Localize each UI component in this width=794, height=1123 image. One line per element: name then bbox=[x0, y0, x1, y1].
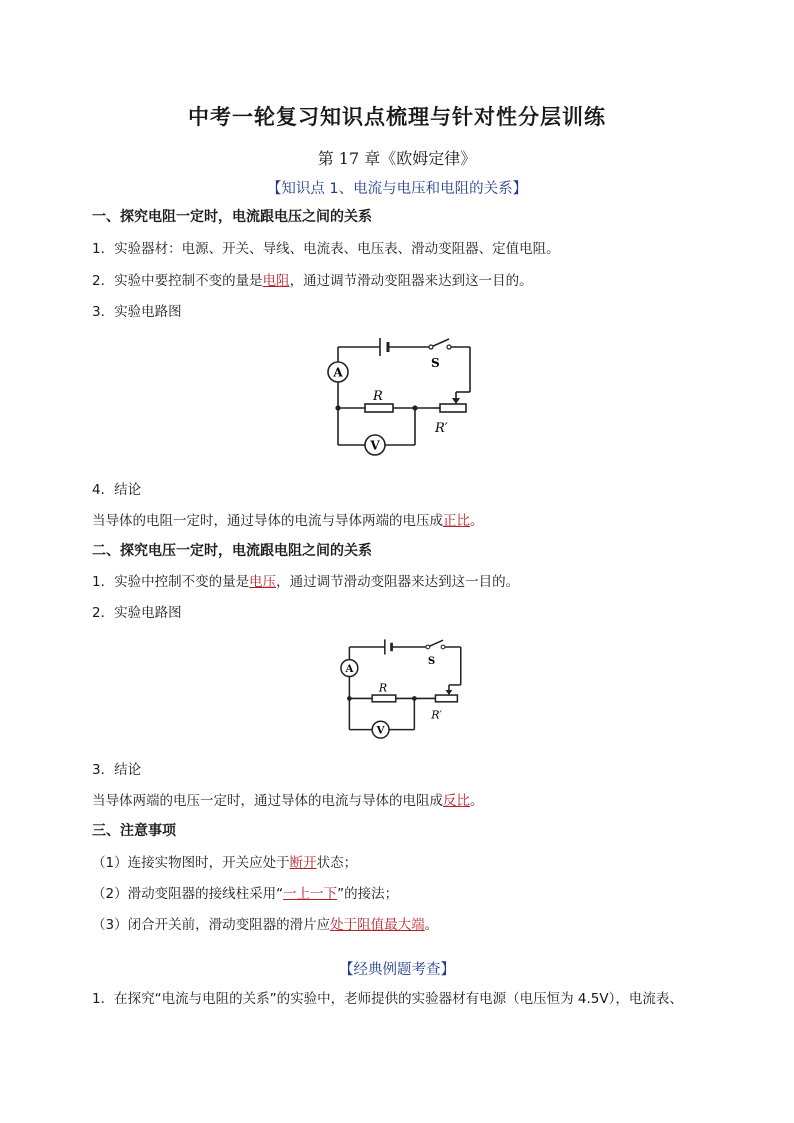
resistor-symbol bbox=[365, 404, 393, 412]
section3-note1-pre: （1）连接实物图时，开关应处于 bbox=[92, 855, 290, 871]
section3-note3 bbox=[92, 913, 438, 933]
section1-conclusion-answer: 正比 bbox=[443, 513, 470, 529]
knowledge-point-header: 【知识点 1、电流与电压和电阻的关系】 bbox=[266, 181, 528, 197]
section1-item1: 1．实验器材：电源、开关、导线、电流表、电压表、滑动变阻器、定值电阻。 bbox=[92, 241, 560, 257]
chapter-title: 第 17 章《欧姆定律》 bbox=[317, 149, 477, 168]
section3-note3-answer: 处于阻值最大端 bbox=[330, 917, 425, 933]
ammeter-label: A bbox=[345, 662, 354, 675]
section2-conclusion bbox=[92, 789, 484, 809]
section1-item2-answer: 电阻 bbox=[262, 273, 290, 289]
rheostat-label: R′ bbox=[431, 708, 442, 722]
voltmeter-label: V bbox=[376, 724, 385, 737]
section3-note2-post: ”的接法； bbox=[337, 886, 399, 902]
voltmeter-label: V bbox=[370, 438, 380, 453]
section2-item1-post: ，通过调节滑动变阻器来达到这一目的。 bbox=[276, 574, 520, 590]
circuit-diagram-2 bbox=[330, 636, 470, 744]
resistor-symbol bbox=[372, 695, 396, 702]
resistor-label: R bbox=[373, 389, 383, 404]
section3-note3-post: 。 bbox=[424, 917, 439, 933]
section1-item2-post: ，通过调节滑动变阻器来达到这一目的。 bbox=[289, 273, 533, 289]
rheostat-label: R′ bbox=[435, 421, 448, 436]
section3-note2 bbox=[92, 882, 398, 902]
section3-note2-answer: 一上一下 bbox=[283, 886, 338, 902]
section1-item4: 4．结论 bbox=[92, 482, 142, 498]
section3-note2-pre: （2）滑动变阻器的接线柱采用“ bbox=[92, 886, 284, 902]
section2-conclusion-answer: 反比 bbox=[443, 793, 470, 809]
switch-label: S bbox=[431, 356, 440, 370]
junction-dot bbox=[412, 696, 417, 701]
section3-note3-pre: （3）闭合开关前，滑动变阻器的滑片应 bbox=[92, 917, 331, 933]
section1-conclusion bbox=[92, 509, 484, 529]
switch-terminal bbox=[447, 345, 451, 349]
page-title: 中考一轮复习知识点梳理与针对性分层训练 bbox=[188, 104, 606, 129]
rheostat-symbol bbox=[440, 404, 466, 412]
section3-note1-answer: 断开 bbox=[289, 855, 317, 871]
section1-item2 bbox=[92, 269, 533, 289]
section2-heading: 二、探究电压一定时，电流跟电阻之间的关系 bbox=[92, 543, 372, 559]
examples-header: 【经典例题考查】 bbox=[339, 962, 455, 978]
section1-conclusion-post: 。 bbox=[470, 513, 484, 529]
section1-conclusion-pre: 当导体的电阻一定时，通过导体的电流与导体两端的电压成 bbox=[92, 513, 443, 529]
question-1: 1．在探究“电流与电阻的关系”的实验中，老师提供的实验器材有电源（电压恒为 4.5V），电流表、 bbox=[92, 991, 683, 1007]
section2-item2: 2．实验电路图 bbox=[92, 605, 182, 621]
switch-terminal bbox=[429, 345, 433, 349]
junction-dot bbox=[412, 405, 417, 410]
section1-item3: 3．实验电路图 bbox=[92, 304, 182, 320]
section2-conclusion-post: 。 bbox=[470, 793, 484, 809]
junction-dot bbox=[335, 405, 340, 410]
resistor-label: R bbox=[378, 681, 388, 695]
section2-item3: 3．结论 bbox=[92, 762, 142, 778]
section2-item1 bbox=[92, 570, 519, 590]
section3-note1-post: 状态； bbox=[316, 855, 358, 871]
section2-conclusion-pre: 当导体两端的电压一定时，通过导体的电流与导体的电阻成 bbox=[92, 793, 443, 809]
junction-dot bbox=[347, 696, 352, 701]
section1-heading: 一、探究电阻一定时，电流跟电压之间的关系 bbox=[92, 209, 372, 225]
section2-item1-pre: 1．实验中控制不变的量是 bbox=[92, 574, 250, 590]
switch-label: S bbox=[427, 654, 436, 667]
section1-item2-pre: 2．实验中要控制不变的量是 bbox=[92, 273, 263, 289]
slider-arrowhead bbox=[452, 398, 460, 404]
switch-terminal bbox=[441, 645, 445, 649]
rheostat-symbol bbox=[435, 695, 457, 702]
section3-note1 bbox=[92, 851, 357, 871]
circuit-diagram-1 bbox=[318, 334, 478, 462]
switch-blade bbox=[428, 640, 443, 647]
switch-terminal bbox=[426, 645, 430, 649]
slider-arrowhead bbox=[446, 690, 453, 695]
ammeter-label: A bbox=[333, 365, 343, 380]
switch-blade bbox=[431, 339, 449, 347]
section2-item1-answer: 电压 bbox=[249, 574, 277, 590]
section3-heading: 三、注意事项 bbox=[92, 823, 176, 839]
